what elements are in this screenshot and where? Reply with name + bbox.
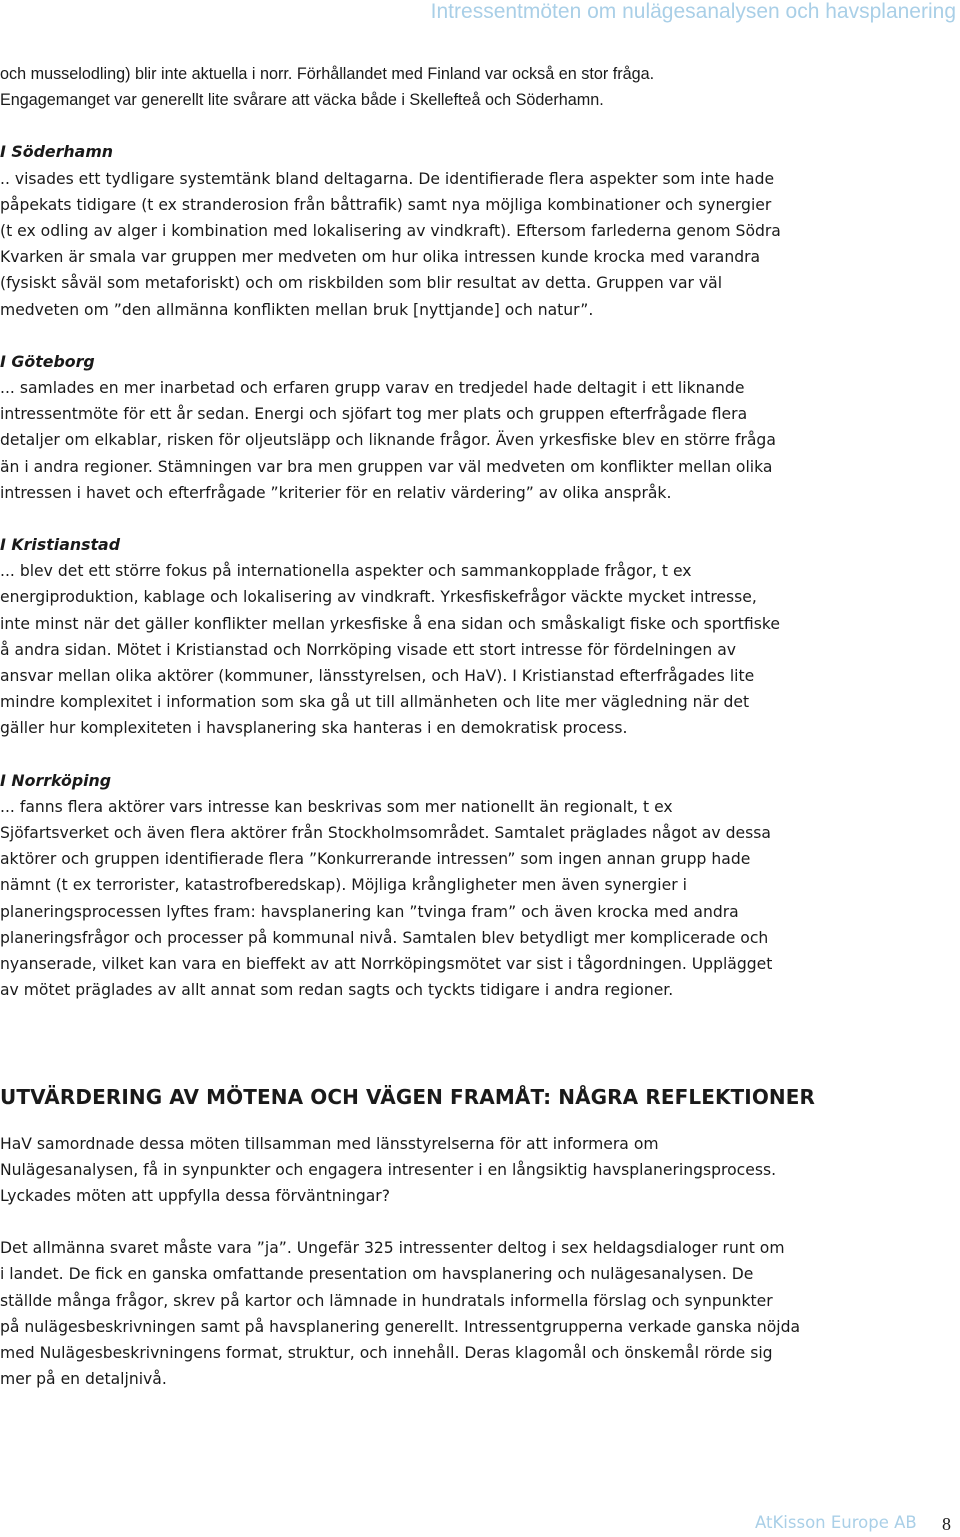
- page-body: [0, 61, 958, 1392]
- text-line: planeringsfrågor och processer på kommunal nivå. Samtalen blev betydligt mer komplicerade och: [0, 928, 769, 947]
- section-paragraph-goteborg: [0, 375, 958, 506]
- text-line: nämnt (t ex terrorister, katastrofberedskap). Möjliga krångligheter men även synergier i: [0, 876, 687, 895]
- text-line: energiproduktion, kablage och lokalisering av vindkraft. Yrkesfiskefrågor väckte mycket intresse,: [0, 588, 757, 607]
- text-line: HaV samordnade dessa möten tillsamman med länsstyrelserna för att informera om: [0, 1134, 659, 1153]
- evaluation-paragraph-2: [0, 1235, 958, 1392]
- text-line: medveten om ”den allmänna konflikten mellan bruk [nyttjande] och natur”.: [0, 300, 594, 319]
- text-line: Sjöfartsverket och även flera aktörer från Stockholmsområdet. Samtalet präglades något av dessa: [0, 824, 771, 843]
- section-heading-norrkoping: I Norrköping: [0, 770, 112, 790]
- text-line: Det allmänna svaret måste vara ”ja”. Ungefär 325 intressenter deltog i sex heldagsdialoger runt om: [0, 1239, 785, 1258]
- text-line: planeringsprocessen lyftes fram: havsplanering kan ”tvinga fram” och även krocka med andra: [0, 902, 739, 921]
- text-line: ... samlades en mer inarbetad och erfaren grupp varav en tredjedel hade deltagit i ett liknande: [0, 379, 745, 398]
- text-line: gäller hur komplexiteten i havsplanering ska hanteras i en demokratisk process.: [0, 719, 628, 738]
- text-line: ... blev det ett större fokus på internationella aspekter och sammankopplade frågor, t ex: [0, 562, 692, 581]
- text-line: Nulägesanalysen, få in synpunkter och engagera intresenter i en långsiktig havsplaneringsprocess.: [0, 1160, 777, 1179]
- text-line: påpekats tidigare (t ex stranderosion från båttrafik) samt nya möjliga kombinationer och synergier: [0, 195, 772, 214]
- text-line: Lyckades möten att uppfylla dessa förväntningar?: [0, 1186, 390, 1205]
- text-line: än i andra regioner. Stämningen var bra men gruppen var väl medveten om konflikter mellan olika: [0, 457, 773, 476]
- footer-company: AtKisson Europe AB: [755, 1513, 917, 1532]
- page-number: 8: [942, 1514, 951, 1534]
- section-heading-kristianstad: I Kristianstad: [0, 535, 121, 555]
- text-line: på nulägesbeskrivningen samt på havsplanering generellt. Intressentgrupperna verkade ganska nöjda: [0, 1317, 801, 1336]
- running-header: Intressentmöten om nulägesanalysen och havsplanering: [430, 0, 956, 23]
- text-line: (t ex odling av alger i kombination med lokalisering av vindkraft). Eftersom farlederna genom Södra: [0, 222, 781, 241]
- text-line: ställde många frågor, skrev på kartor och lämnade in hundratals informella förslag och synpunkter: [0, 1291, 773, 1310]
- text-line: intressentmöte för ett år sedan. Energi och sjöfart tog mer plats och gruppen efterfrågade flera: [0, 405, 748, 424]
- section-paragraph-norrkoping: [0, 794, 958, 1004]
- text-line: ansvar mellan olika aktörer (kommuner, länsstyrelsen, och HaV). I Kristianstad efterfrågades lite: [0, 667, 755, 686]
- text-line: i landet. De fick en ganska omfattande presentation om havsplanering och nulägesanalysen. De: [0, 1265, 754, 1284]
- section-paragraph-kristianstad: [0, 558, 958, 741]
- text-line: aktörer och gruppen identifierade flera ”Konkurrerande intressen” som ingen annan grupp hade: [0, 850, 751, 869]
- evaluation-paragraph-1: [0, 1131, 958, 1210]
- section-heading-soderhamn: I Söderhamn: [0, 142, 114, 162]
- text-line: Engagemanget var generellt lite svårare att väcka både i Skellefteå och Söderhamn.: [0, 91, 604, 110]
- text-line: (fysiskt såväl som metaforiskt) och om riskbilden som blir resultat av detta. Gruppen var väl: [0, 274, 723, 293]
- text-line: Kvarken är smala var gruppen mer medveten om hur olika intressen kunde krocka med varandra: [0, 248, 761, 267]
- evaluation-heading: UTVÄRDERING AV MÖTENA OCH VÄGEN FRAMÅT: NÅGRA REFLEKTIONER: [0, 1084, 816, 1109]
- text-line: med Nulägesbeskrivningens format, struktur, och innehåll. Deras klagomål och önskemål rörde sig: [0, 1343, 773, 1362]
- intro-paragraph: [0, 61, 958, 113]
- text-line: intressen i havet och efterfrågade ”kriterier för en relativ värdering” av olika anspråk.: [0, 483, 672, 502]
- text-line: detaljer om elkablar, risken för oljeutsläpp och liknande frågor. Även yrkesfiske blev en större fråga: [0, 431, 776, 450]
- text-line: ... fanns flera aktörer vars intresse kan beskrivas som mer nationellt än regionalt, t ex: [0, 797, 673, 816]
- text-line: mer på en detaljnivå.: [0, 1370, 167, 1389]
- text-line: .. visades ett tydligare systemtänk bland deltagarna. De identifierade flera aspekter som inte hade: [0, 169, 775, 188]
- text-line: å andra sidan. Mötet i Kristianstad och Norrköping visade ett stort intresse för fördelningen av: [0, 640, 736, 659]
- text-line: inte minst när det gäller konflikter mellan yrkesfiske å ena sidan och småskaligt fiske och sportfiske: [0, 614, 780, 633]
- section-paragraph-soderhamn: [0, 166, 958, 323]
- section-heading-goteborg: I Göteborg: [0, 351, 95, 371]
- text-line: nyanserade, vilket kan vara en bieffekt av att Norrköpingsmötet var sist i tågordningen. Upplägget: [0, 955, 773, 974]
- text-line: av mötet präglades av allt annat som redan sagts och tyckts tidigare i andra regioner.: [0, 981, 674, 1000]
- text-line: och musselodling) blir inte aktuella i norr. Förhållandet med Finland var också en stor fråga.: [0, 65, 655, 83]
- text-line: mindre komplexitet i information som ska gå ut till allmänheten och lite mer vägledning när det: [0, 693, 750, 712]
